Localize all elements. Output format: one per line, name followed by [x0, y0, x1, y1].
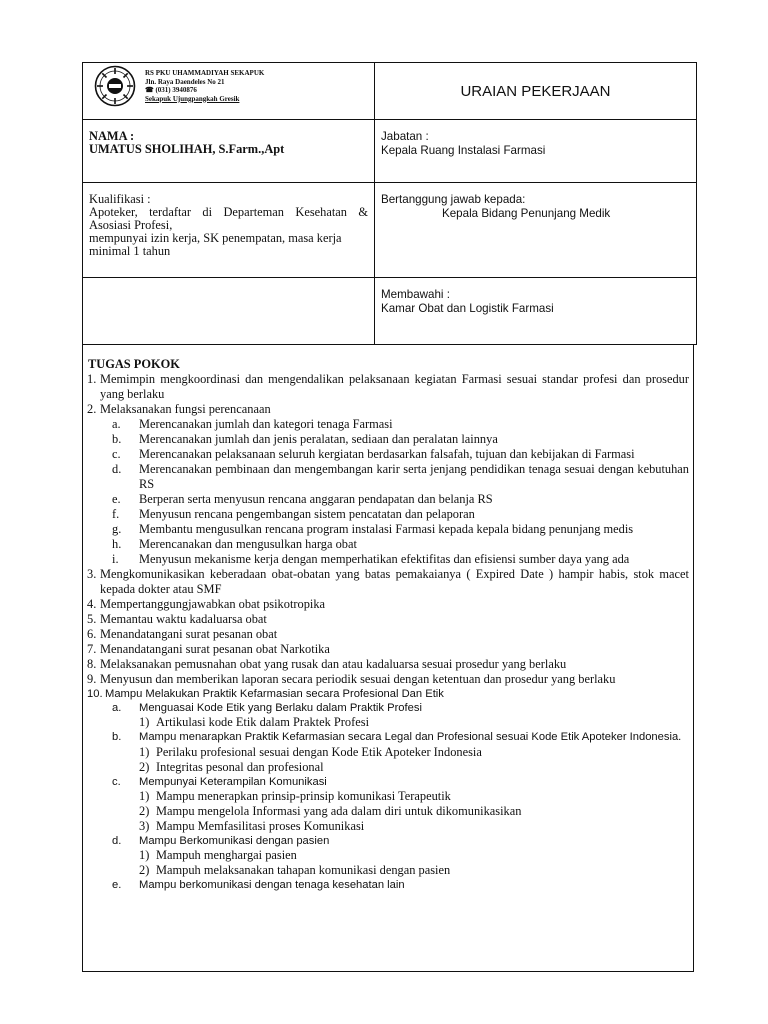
list-item-text: Membantu mengusulkan rencana program instalasi Farmasi kepada kepala bidang penunjang medis — [139, 522, 634, 536]
list-item-number: 5. — [87, 612, 97, 626]
list-item-text: Merencanakan dan mengusulkan harga obat — [139, 537, 357, 551]
list-item — [87, 715, 689, 730]
kualifikasi-line-2: mempunyai izin kerja, SK penempatan, masa kerja minimal 1 tahun — [89, 231, 342, 258]
list-item-text: Merencanakan jumlah dan kategori tenaga Farmasi — [139, 417, 393, 431]
membawahi-value: Kamar Obat dan Logistik Farmasi — [381, 301, 554, 315]
document-page — [82, 62, 694, 972]
jabatan-cell — [375, 120, 697, 183]
list-item-number: 2) — [139, 863, 150, 878]
institution-city: Sekapuk Ujungpangkah Gresik — [145, 94, 240, 103]
list-item — [87, 775, 689, 789]
jabatan-label: Jabatan : — [381, 130, 429, 143]
list-item-text: Perilaku profesional sesuai dengan Kode Etik Apoteker Indonesia — [156, 744, 482, 759]
nama-value: UMATUS SHOLIHAH, S.Farm.,Apt — [89, 142, 285, 156]
institution-phone: ☎ (031) 3940876 — [145, 86, 197, 94]
list-item-number: i. — [112, 552, 119, 566]
list-item-number: e. — [112, 879, 122, 892]
institution-name: RS PKU UHAMMADIYAH SEKAPUK — [145, 69, 265, 77]
list-item-text: Menyusun mekanisme kerja dengan memperhatikan efektifitas dan efisiensi sumber daya yang ada — [139, 552, 630, 566]
list-item — [87, 819, 689, 834]
list-item — [87, 789, 689, 804]
list-item-text: Merencanakan pembinaan dan mengembangan karir serta jenjang pendidikan tenaga sesuai dengan kebutuhan RS — [139, 462, 689, 491]
list-item — [87, 492, 689, 507]
list-item — [87, 804, 689, 819]
list-item-text: Mampu Melakukan Praktik Kefarmasian secara Profesional Dan Etik — [105, 688, 444, 700]
list-item — [87, 432, 689, 447]
list-item — [87, 730, 689, 744]
list-item-text: Melaksanakan fungsi perencanaan — [100, 402, 271, 416]
list-item — [87, 878, 689, 892]
header-table — [82, 62, 697, 345]
list-item-text: Merencanakan pelaksanaan seluruh kergiatan berdasarkan falsafah, tujuan dan kebijakan di Farmasi — [139, 447, 635, 461]
list-item-text: Mempunyai Keterampilan Komunikasi — [139, 775, 327, 788]
tugas-pokok-title: TUGAS POKOK — [88, 357, 180, 371]
list-item-text: Mampu menarapkan Praktik Kefarmasian secara Legal dan Profesional sesuai Kode Etik Apoteker Indonesia. — [139, 731, 682, 744]
kualifikasi-label: Kualifikasi : — [89, 192, 151, 206]
list-item-number: 1) — [139, 788, 150, 803]
list-item-text: Memimpin mengkoordinasi dan mengendalikan pelaksanaan kegiatan Farmasi sesuai standar profesi dan prosedur yang berlaku — [100, 372, 689, 401]
list-item-text: Berperan serta menyusun rencana anggaran pendapatan dan belanja RS — [139, 492, 493, 506]
list-item-number: f. — [112, 507, 120, 521]
list-item-number: a. — [112, 417, 121, 431]
list-item — [87, 552, 689, 567]
tanggung-jawab-value: Kepala Bidang Penunjang Medik — [442, 206, 611, 220]
list-item — [87, 522, 689, 537]
list-item — [87, 372, 689, 402]
list-item-text: Artikulasi kode Etik dalam Praktek Profesi — [156, 715, 370, 730]
list-item-text: Merencanakan jumlah dan jenis peralatan, sediaan dan peralatan lainnya — [139, 432, 498, 446]
list-item — [87, 507, 689, 522]
list-item-text: Mampu mengelola Informasi yang ada dalam diri untuk dikomunikasikan — [156, 803, 522, 818]
list-item — [87, 462, 689, 492]
list-item — [87, 848, 689, 863]
list-item-number: c. — [112, 775, 121, 788]
list-item — [87, 687, 689, 701]
list-item — [87, 863, 689, 878]
list-item — [87, 537, 689, 552]
list-item — [87, 672, 689, 687]
list-item-number: b. — [112, 432, 122, 446]
list-item-text: Integritas pesonal dan profesional — [156, 759, 324, 774]
list-item-text: Memantau waktu kadaluarsa obat — [100, 612, 267, 626]
institution-info — [145, 69, 264, 103]
institution-cell — [83, 63, 375, 120]
list-item-number: h. — [112, 537, 122, 551]
list-item-text: Mampu Memfasilitasi proses Komunikasi — [156, 818, 365, 833]
list-item-number: 1) — [139, 744, 150, 759]
list-item-number: c. — [112, 447, 121, 461]
list-item-number: b. — [112, 731, 122, 744]
list-item — [87, 447, 689, 462]
tanggung-jawab-cell — [375, 183, 697, 278]
list-item-number: 2) — [139, 759, 150, 774]
list-item-number: g. — [112, 522, 122, 536]
list-item — [87, 760, 689, 775]
membawahi-label: Membawahi : — [381, 288, 450, 301]
nama-label: NAMA : — [89, 129, 135, 143]
list-item — [87, 567, 689, 597]
list-item-number: 2. — [87, 402, 97, 416]
list-item-number: 4. — [87, 597, 97, 611]
list-item-text: Menyusun rencana pengembangan sistem pencatatan dan pelaporan — [139, 507, 475, 521]
list-item-text: Mampu Berkomunikasi dengan pasien — [139, 834, 330, 847]
list-item — [87, 402, 689, 417]
list-item — [87, 745, 689, 760]
list-item — [87, 627, 689, 642]
list-item-number: 2) — [139, 803, 150, 818]
list-item-text: Mampu berkomunikasi dengan tenaga kesehatan lain — [139, 879, 405, 892]
list-item-number: d. — [112, 834, 122, 847]
list-item-text: Mengkomunikasikan keberadaan obat-obatan yang batas pemakaianya ( Expired Date ) hampir habis, stok macet kepada dokter atau SMF — [100, 567, 689, 596]
tugas-pokok-section — [82, 345, 694, 972]
institution-address: Jln. Raya Daendeles No 21 — [145, 77, 225, 86]
list-item-text: Mampuh menghargai pasien — [156, 848, 297, 863]
tanggung-jawab-label: Bertanggung jawab kepada: — [381, 193, 526, 206]
list-item — [87, 417, 689, 432]
list-item — [87, 612, 689, 627]
list-item-text: Melaksanakan pemusnahan obat yang rusak dan atau kadaluarsa sesuai prosedur yang berlaku — [100, 657, 567, 671]
list-item-number: 1) — [139, 715, 150, 730]
list-item — [87, 642, 689, 657]
list-item-text: Mampu menerapkan prinsip-prinsip komunikasi Terapeutik — [156, 788, 451, 803]
membawahi-cell — [375, 278, 697, 345]
list-item-text: Mempertanggungjawabkan obat psikotropika — [100, 597, 326, 611]
list-item-text: Menguasai Kode Etik yang Berlaku dalam Praktik Profesi — [139, 702, 422, 715]
list-item-number: 8. — [87, 657, 97, 671]
list-item — [87, 657, 689, 672]
tugas-list — [87, 372, 689, 892]
list-item-number: 3) — [139, 818, 150, 833]
nama-cell — [83, 120, 375, 183]
list-item-text: Menandatangani surat pesanan obat — [100, 627, 278, 641]
jabatan-value: Kepala Ruang Instalasi Farmasi — [381, 143, 546, 157]
list-item-text: Menandatangani surat pesanan obat Narkotika — [100, 642, 330, 656]
list-item-text: Menyusun dan memberikan laporan secara periodik sesuai dengan ketentuan dan prosedur yang berlaku — [100, 672, 616, 686]
list-item-text: Mampuh melaksanakan tahapan komunikasi dengan pasien — [156, 863, 451, 878]
list-item-number: e. — [112, 492, 121, 506]
list-item — [87, 597, 689, 612]
list-item-number: 7. — [87, 642, 97, 656]
list-item-number: a. — [112, 702, 122, 715]
list-item — [87, 834, 689, 848]
kualifikasi-line-1: Apoteker, terdaftar di Departeman Kesehatan & Asosiasi Profesi, — [89, 205, 368, 232]
list-item-number: 10. — [87, 688, 103, 700]
list-item-number: d. — [112, 462, 122, 476]
list-item-number: 1) — [139, 848, 150, 863]
empty-cell — [83, 278, 375, 345]
list-item-number: 1. — [87, 372, 97, 386]
document-title: URAIAN PEKERJAAN — [375, 63, 697, 120]
list-item-number: 3. — [87, 567, 97, 581]
list-item-number: 6. — [87, 627, 97, 641]
kualifikasi-cell — [83, 183, 375, 278]
list-item — [87, 701, 689, 715]
list-item-number: 9. — [87, 672, 97, 686]
hospital-logo-icon — [94, 65, 136, 107]
